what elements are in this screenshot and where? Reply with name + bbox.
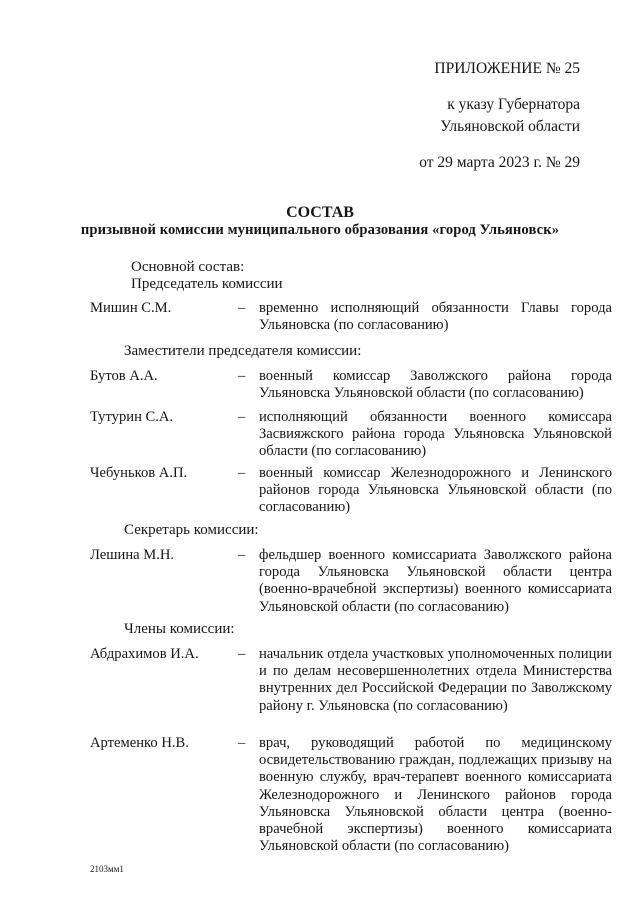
dash-separator: – bbox=[238, 646, 246, 662]
member-name: Артеменко Н.В. bbox=[90, 735, 189, 751]
footer-code: 2103мм1 bbox=[90, 864, 124, 874]
decree-reference-line1: к указу Губернатора bbox=[447, 96, 580, 113]
member-name: Тутурин С.А. bbox=[90, 409, 174, 425]
section-chairman: Председатель комиссии bbox=[131, 276, 283, 292]
section-main-composition: Основной состав: bbox=[131, 259, 245, 275]
dash-separator: – bbox=[238, 465, 246, 481]
decree-reference-line2: Ульяновской области bbox=[440, 118, 580, 135]
member-name: Мишин С.М. bbox=[90, 300, 172, 316]
member-position: врач, руководящий работой по медицинскому освидетельствованию граждан, подлежащих призыву на военную службу, врач-терапевт военного комиссариата Железнодорожного и Ленинского районов города Ульяновска Ульяновской области центра (военно-врачебной экспертизы) военного комиссариата Ульяновской области (по согласованию) bbox=[259, 735, 612, 855]
member-name: Бутов А.А. bbox=[90, 368, 158, 384]
member-name: Чебуньков А.П. bbox=[90, 465, 188, 481]
section-members: Члены комиссии: bbox=[124, 621, 235, 637]
member-position: военный комиссар Железнодорожного и Ленинского районов города Ульяновска Ульяновской области (по согласованию) bbox=[259, 465, 612, 516]
member-name: Абдрахимов И.А. bbox=[90, 646, 199, 662]
decree-date: от 29 марта 2023 г. № 29 bbox=[419, 154, 580, 171]
member-position: исполняющий обязанности военного комиссара Засвияжского района города Ульяновска Ульяновской области (по согласованию) bbox=[259, 409, 612, 460]
document-title: СОСТАВ bbox=[286, 204, 354, 221]
member-position: военный комиссар Заволжского района города Ульяновска Ульяновской области (по согласованию) bbox=[259, 368, 612, 402]
member-position: начальник отдела участковых уполномоченных полиции и по делам несовершеннолетних отдела Министерства внутренних дел Российской Федерации по Заволжскому району г. Ульяновска (по согласованию) bbox=[259, 646, 612, 714]
dash-separator: – bbox=[238, 735, 246, 751]
appendix-number: ПРИЛОЖЕНИЕ № 25 bbox=[434, 60, 580, 77]
member-name: Лешина М.Н. bbox=[90, 547, 175, 563]
dash-separator: – bbox=[238, 300, 246, 316]
appendix-block bbox=[419, 58, 580, 174]
member-position: временно исполняющий обязанности Главы города Ульяновска (по согласованию) bbox=[259, 300, 612, 334]
dash-separator: – bbox=[238, 368, 246, 384]
document-subtitle: призывной комиссии муниципального образования «город Ульяновск» bbox=[80, 222, 560, 238]
member-position: фельдшер военного комиссариата Заволжского района города Ульяновска Ульяновской области центра (военно-врачебной экспертизы) военного комиссариата Ульяновской области (по согласованию) bbox=[259, 547, 612, 615]
dash-separator: – bbox=[238, 547, 246, 563]
section-deputies: Заместители председателя комиссии: bbox=[124, 343, 362, 359]
section-secretary: Секретарь комиссии: bbox=[124, 522, 259, 538]
dash-separator: – bbox=[238, 409, 246, 425]
